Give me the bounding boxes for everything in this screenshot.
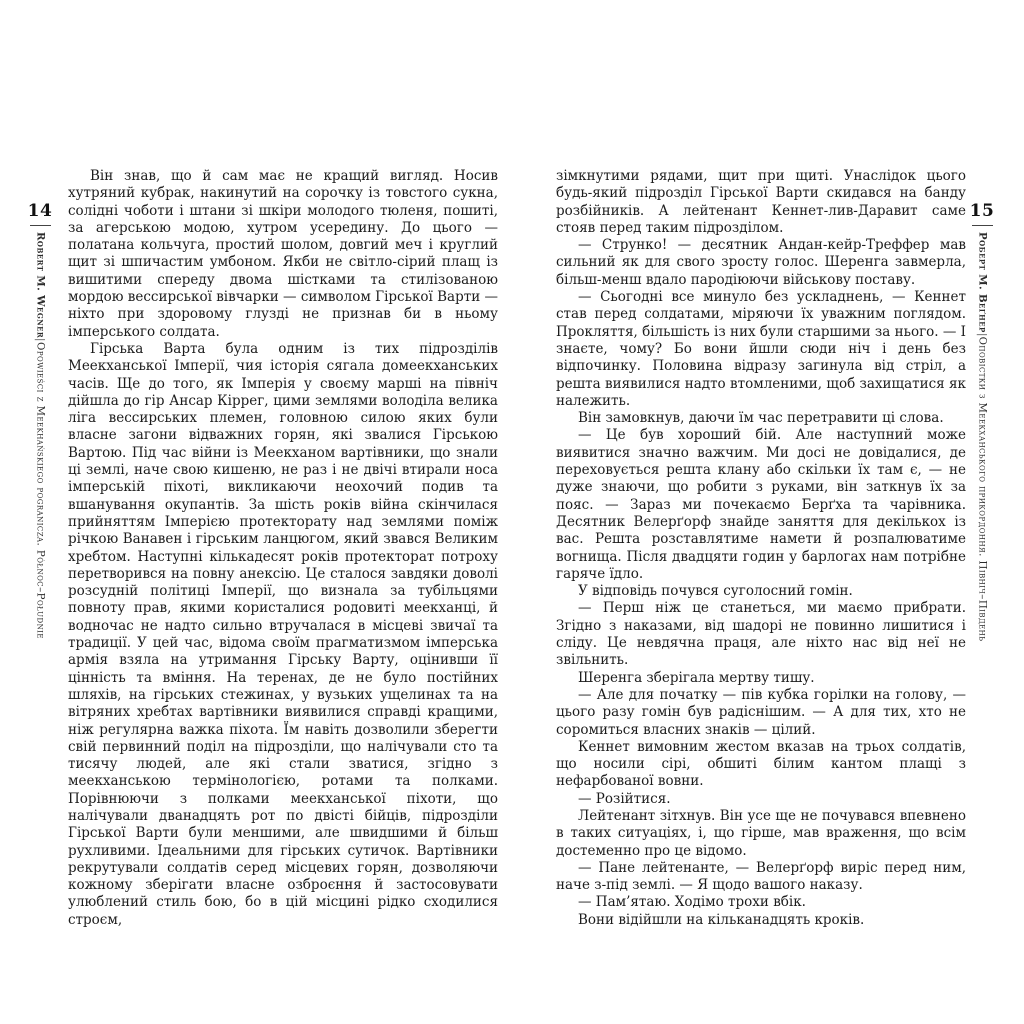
left-page-number: 14 xyxy=(27,201,53,221)
paragraph: Він знав, що й сам має не кращий вигляд. Носив хутряний кубрак, накинутий на сорочку із товстого сукна, солідні чоботи і штани зі шкіри молодого тюленя, пошиті, за агерською модою, хутром усередину. До цього — полатана кольчуга, простий шолом, довгий меч і круглий щит зі шпичастим умбоном. Якби не світло-сірий плащ із вишитими спереду двома шістками та стилізованою мордою вессирської вівчарки — символом Гірської Варти — ніхто при здоровому глузді не признав би в ньому імперського солдата. xyxy=(68,168,498,340)
paragraph: У відповідь почувся суголосний гомін. xyxy=(578,583,853,600)
right-running-separator: | xyxy=(976,332,988,337)
paragraph: — Сьогодні все минуло без ускладнень, — Кеннет став перед солдатами, міряючи їх уважним поглядом. Прокляття, більшість із них були старшими за нього. — І знаєте, чому? Бо вони йшли сюди ніч і день без відпочинку. Половина відразу загинула від стріл, а решта виявилися надто втомленими, щоб захищатися як належить. xyxy=(556,289,966,409)
paragraph: Він замовкнув, даючи їм час перетравити ці слова. xyxy=(578,410,944,427)
paragraph: Гірська Варта була одним із тих підрозділів Меекханської Імперії, чия історія сягала домеекханських часів. Ще до того, як Імперія у своєму марші на північ дійшла до гір Ансар Кіррег, цими землями володіла велика ліга вессирських племен, головною силою яких були власне загони відважних горян, які звалися Гірською Вартою. Під час війни із Меекханом вартівники, що знали ці землі, наче свою кишеню, не раз і не двічі втирали носа імперській піхоті, викликаючи неохочий подив та вшанування окупантів. За шість років війна скінчилася прийняттям Імперією протекторату над землями поміж річкою Ванавен і гірським ланцюгом, який звався Великим хребтом. Наступні кількадесят років протекторат потроху перетворився на повну анексію. Це сталося завдяки доволі розсудній політиці Імперії, що визнала за тубільцями повноту прав, якими користалися родовиті меекханці, й водночас не надто сильно втручалася в місцеві звичаї та традиції. У цей час, відома своїм прагматизмом імперська армія взяла на утримання Гірську Варту, оцінивши її цінність та вміння. На теренах, де не було постійних шляхів, на гірських стежинах, у вузьких ущелинах та на вітряних хребтах вартівники виявилися справді кращими, ніж регулярна важка піхота. Їм навіть дозволили зберегти свій первинний поділ на підрозділи, що налічували сто та тисячу людей, але які стали зватися, згідно з меекханською термінологією, ротами та полками. Порівнюючи з полками меекханської піхоти, що налічували дванадцять рот по двісті бійців, підрозділи Гірської Варти були меншими, але швидшими й більш рухливими. Ідеальними для гірських сутичок. Вартівники рекрутували солдатів серед місцевих горян, дозволяючи кожному зберігати власне озброєння й застосовувати улюблений стиль бою, бо в цій місцині рідко сходилися строєм, xyxy=(68,340,498,928)
paragraph: Лейтенант зітхнув. Він усе ще не почувався впевнено в таких ситуаціях, і, що гірше, мав враження, що всім достеменно про це відомо. xyxy=(556,807,966,859)
paragraph: Вони відійшли на кільканадцять кроків. xyxy=(578,911,865,928)
paragraph: — Пане лейтенанте, — Велерґорф виріс перед ним, наче з-під землі. — Я щодо вашого наказу. xyxy=(556,859,966,894)
left-page-text xyxy=(68,168,498,929)
paragraph: зімкнутими рядами, щит при щиті. Унаслідок цього будь-який підрозділ Гірської Варти скидався на банду розбійників. А лейтенант Кеннет-лив-Даравит саме стояв перед таким підрозділом. xyxy=(556,168,966,236)
paragraph: — Розійтися. xyxy=(578,790,671,807)
right-running-author: Роберт М. Веґнер xyxy=(976,232,989,333)
left-running-author: Robert M. Wegner xyxy=(34,232,47,339)
paragraph: — Пам’ятаю. Ходімо трохи вбік. xyxy=(578,894,806,911)
right-page-text xyxy=(556,168,966,929)
right-running-book-title: Оповістки з Меекханського прикордоння. Північ–Південь xyxy=(976,336,988,642)
right-running-title xyxy=(976,232,987,641)
left-page-margin xyxy=(26,203,54,639)
left-running-book-title: Opowieści z Meekhańskiego pogranicza. Północ–Południe xyxy=(34,342,46,639)
paragraph: Кеннет вимовним жестом вказав на трьох солдатів, що носили сірі, обшиті білим кантом плащі з нефарбованої вовни. xyxy=(556,738,966,790)
paragraph: — Струнко! — десятник Андан-кейр-Треффер мав сильний як для свого зросту голос. Шеренга завмерла, більш-менш вдало пародіюючи військову поставу. xyxy=(556,237,966,288)
left-page-number-rule xyxy=(30,225,51,226)
paragraph: — Але для початку — пів кубка горілки на голову, — цього разу гомін був радіснішим. — А для тих, хто не соромиться власних знаків — цілий. xyxy=(556,686,966,738)
left-running-title xyxy=(34,232,45,639)
right-page-number-rule xyxy=(972,225,993,226)
right-page-margin xyxy=(968,203,996,641)
right-page-number: 15 xyxy=(969,201,995,221)
paragraph: — Це був хороший бій. Але наступний може виявитися значно важчим. Ми досі не довідалися, де переховується решта клану або скільки їх там є, — не дуже знаючи, що робити з руками, він заткнув їх за пояс. — Зараз ми почекаємо Берґха та чарівника. Десятник Велерґорф знайде заняття для декількох із вас. Решта розставлятиме намети й розпалюватиме вогнища. Після двадцяти годин у барлогах нам потрібне гаряче їдло. xyxy=(556,427,966,582)
paragraph: Шеренга зберігала мертву тишу. xyxy=(578,669,815,686)
left-running-separator: | xyxy=(34,338,46,343)
paragraph: — Перш ніж це станеться, ми маємо прибрати. Згідно з наказами, від шадорі не повинно лишитися і сліду. Це невдячна праця, але ніхто нас від неї не звільнить. xyxy=(556,600,966,669)
